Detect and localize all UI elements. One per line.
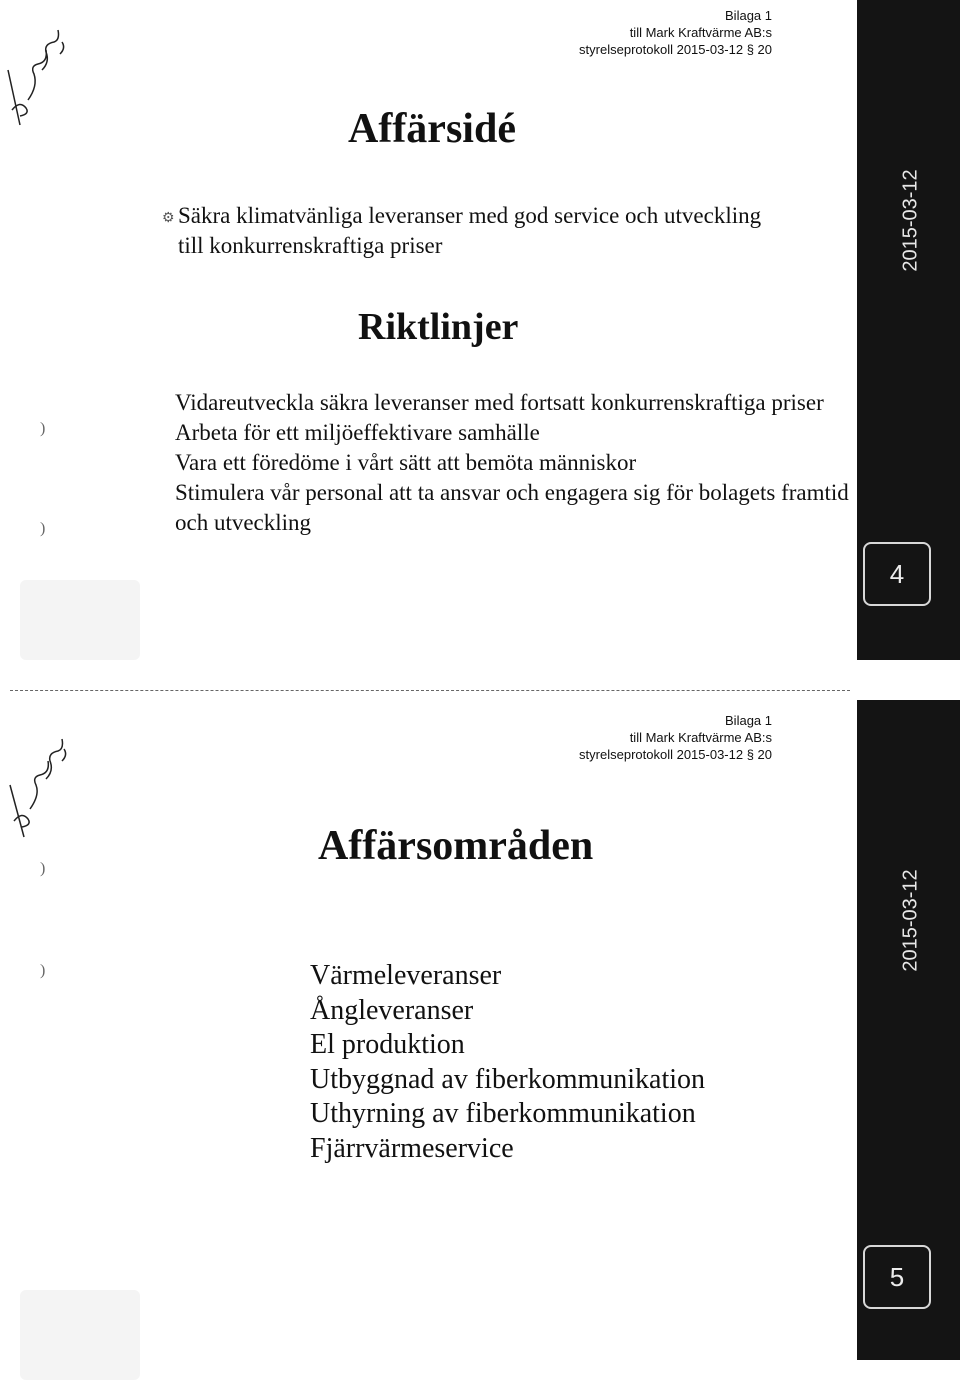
guideline-item: Vidareutveckla säkra leveranser med fortsatt konkurrenskraftiga priser <box>175 390 824 415</box>
business-areas-list <box>310 959 810 1166</box>
margin-mark: ) <box>40 860 46 877</box>
slide-title: Affärsområden <box>318 823 594 869</box>
guideline-item: Arbeta för ett miljöeffektivare samhälle <box>175 420 540 445</box>
stamp-line-3: styrelseprotokoll 2015-03-12 § 20 <box>579 42 772 57</box>
page-number: 5 <box>863 1245 931 1309</box>
margin-mark: ) <box>40 520 46 537</box>
slide-1 <box>0 0 960 665</box>
guideline-item: Stimulera vår personal att ta ansvar och engagera sig för bolagets framtid och utveckling <box>175 480 849 535</box>
stamp-line-1: Bilaga 1 <box>725 713 772 728</box>
handwritten-initials-signature <box>0 725 80 845</box>
section-heading: Riktlinjer <box>358 306 519 348</box>
slide-title: Affärsidé <box>348 106 516 152</box>
stamp-line-2: till Mark Kraftvärme AB:s <box>629 730 772 745</box>
appendix-stamp <box>579 712 772 763</box>
page-divider <box>10 690 850 691</box>
page-number: 4 <box>863 542 931 606</box>
business-area-item: El produktion <box>310 1029 465 1060</box>
sidebar <box>857 0 960 660</box>
stamp-line-2: till Mark Kraftvärme AB:s <box>629 25 772 40</box>
business-area-item: Fjärrvärmeservice <box>310 1132 514 1164</box>
bullet-icon: ⚙ <box>162 211 175 226</box>
slide-2 <box>0 700 960 1365</box>
guideline-item: Vara ett föredöme i vårt sätt att bemöta människor <box>175 450 637 475</box>
handwritten-initials-signature <box>0 10 80 130</box>
sidebar-date-text: 2015-03-12 <box>899 868 922 972</box>
scan-texture <box>20 1290 140 1380</box>
business-area-item: Värmeleveranser <box>310 960 502 991</box>
sidebar-date <box>881 830 941 1010</box>
sidebar-date-text: 2015-03-12 <box>899 168 922 272</box>
scan-texture <box>20 580 140 660</box>
margin-mark: ) <box>40 962 46 979</box>
margin-mark: ) <box>40 420 46 437</box>
sidebar-date <box>881 130 941 310</box>
stamp-line-3: styrelseprotokoll 2015-03-12 § 20 <box>579 747 772 762</box>
business-area-item: Ångleveranser <box>310 994 474 1026</box>
appendix-stamp <box>579 7 772 58</box>
business-idea-text: Säkra klimatvänliga leveranser med god service och utveckling till konkurrenskraftiga priser <box>178 203 762 258</box>
business-area-item: Utbyggnad av fiberkommunikation <box>310 1063 706 1095</box>
guidelines-list <box>175 388 855 538</box>
sidebar <box>857 700 960 1360</box>
stamp-line-1: Bilaga 1 <box>725 8 772 23</box>
business-area-item: Uthyrning av fiberkommunikation <box>310 1098 696 1129</box>
